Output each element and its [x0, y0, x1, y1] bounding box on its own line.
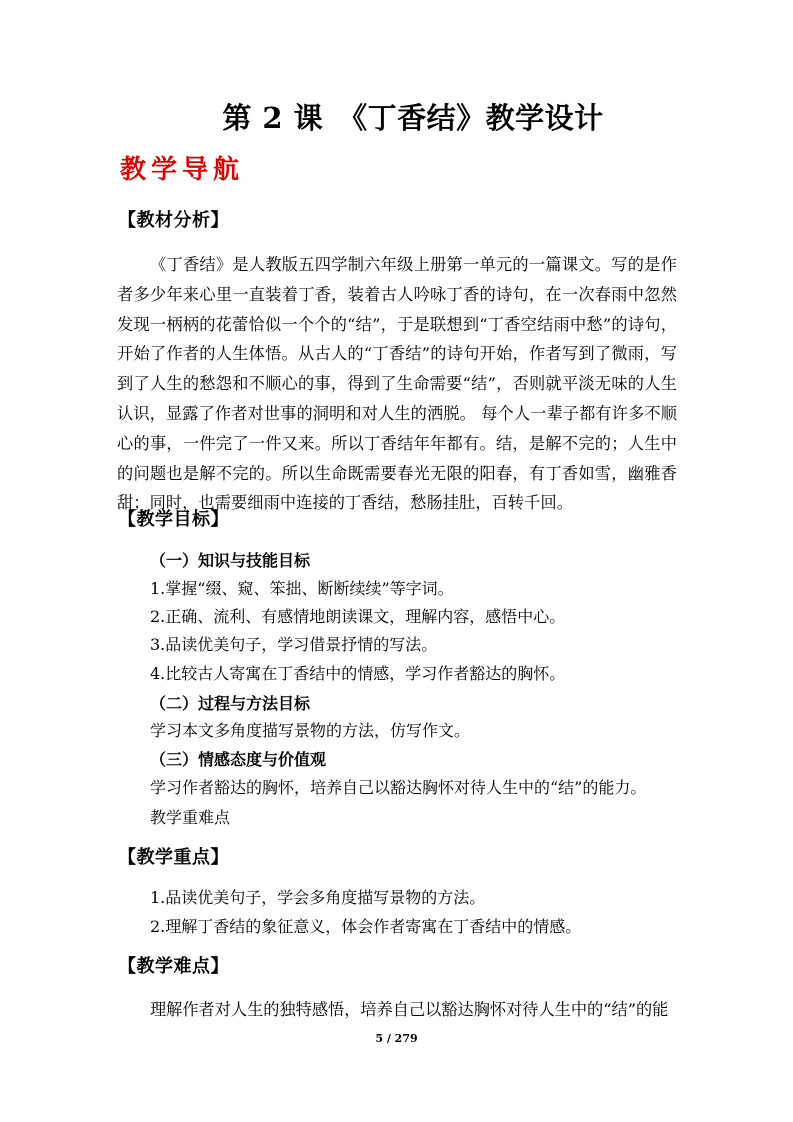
emotion-goals-heading: （三）情感态度与价值观: [150, 750, 327, 769]
knowledge-goal-item: 4.比较古人寄寓在丁香结中的情感，学习作者豁达的胸怀。: [150, 664, 566, 683]
key-point-item: 2.理解丁香结的象征意义，体会作者寄寓在丁香结中的情感。: [150, 917, 582, 936]
knowledge-goal-item: 1.掌握“缀、窥、笨拙、断断续续”等字词。: [150, 579, 454, 598]
nav-heading: 教学导航: [120, 155, 245, 185]
key-point-item: 1.品读优美句子，学会多角度描写景物的方法。: [150, 888, 486, 907]
emotion-goals-text: 学习作者豁达的胸怀，培养自己以豁达胸怀对待人生中的“结”的能力。: [150, 778, 647, 797]
knowledge-goal-item: 2.正确、流利、有感情地朗读课文，理解内容，感悟中心。: [150, 607, 566, 626]
process-goals-heading: （二）过程与方法目标: [150, 694, 311, 713]
process-goals-text: 学习本文多角度描写景物的方法，仿写作文。: [150, 721, 471, 740]
difficult-points-heading: 【教学难点】: [118, 956, 229, 977]
teaching-goals-heading: 【教学目标】: [118, 509, 229, 530]
material-analysis-paragraph: 《丁香结》是人教版五四学制六年级上册第一单元的一篇课文。写的是作者多少年来心里一直装着丁香，装着古人吟咏丁香的诗句，在一次春雨中忽然发现一柄柄的花蕾恰似一个个的“结”，于是联想到“丁香空结雨中愁”的诗句，开始了作者的人生体悟。从古人的“丁香结”的诗句开始，作者写到了微雨，写到了人生的愁怨和不顺心的事，得到了生命需要“结”，否则就平淡无味的人生认识，显露了作者对世事的洞明和对人生的洒脱。 每个人一辈子都有许多不顺心的事，一件完了一件又来。所以丁香结年年都有。结，是解不完的；人生中的问题也是解不完的。所以生命既需要春光无限的阳春，有丁香如雪，幽雅香甜；同时，也需要细雨中连接的丁香结，愁肠挂肚，百转千回。: [117, 255, 677, 513]
difficult-points-text: 理解作者对人生的独特感悟，培养自己以豁达胸怀对待人生中的“结”的能: [150, 1000, 669, 1019]
page-title: 第 2 课 《丁香结》教学设计: [222, 101, 604, 135]
key-difficult-note: 教学重难点: [150, 808, 231, 827]
material-analysis-heading: 【教材分析】: [118, 210, 229, 231]
key-points-heading: 【教学重点】: [118, 847, 229, 868]
page-number: 5 / 279: [375, 1032, 418, 1045]
knowledge-goals-heading: （一）知识与技能目标: [150, 551, 311, 570]
knowledge-goal-item: 3.品读优美句子，学习借景抒情的写法。: [150, 635, 438, 654]
